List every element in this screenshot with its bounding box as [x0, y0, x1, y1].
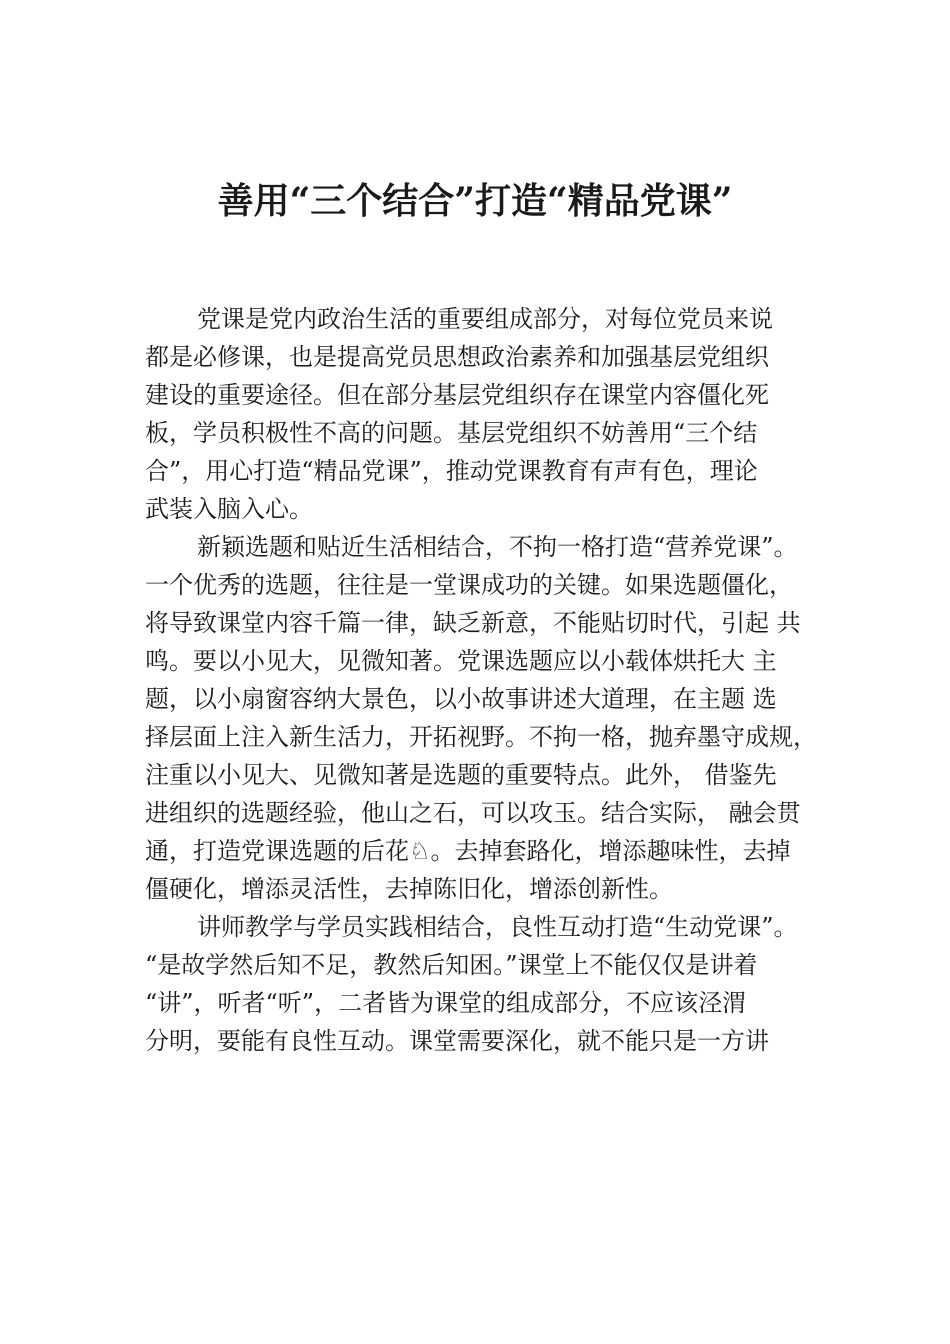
paragraph-3-line-2: “是故学然后知不足，教然后知困。”课堂上不能仅仅是讲着 [145, 951, 758, 979]
paragraph-2-line-9: 通，打造党课选题的后花♘。去掉套路化，增添趣味性，去掉 [145, 837, 791, 865]
paragraph-3-line-4: 分明，要能有良性互动。课堂需要深化，就不能只是一方讲 [145, 1027, 769, 1055]
paragraph-1-line-3: 建设的重要途径。但在部分基层党组织存在课堂内容僵化死 [145, 381, 769, 409]
document-title: 善用“三个结合”打造“精品党课” [217, 180, 733, 222]
paragraph-2-line-4: 鸣。要以小见大，见微知著。党课选题应以小载体烘托大 主 [145, 647, 777, 675]
paragraph-2-line-7: 注重以小见大、见微知著是选题的重要特点。此外， 借鉴先 [145, 761, 777, 789]
paragraph-1-line-4: 板，学员积极性不高的问题。基层党组织不妨善用“三个结 [145, 419, 758, 447]
paragraph-2-line-8: 进组织的选题经验，他山之石，可以攻玉。结合实际， 融会贯 [145, 799, 801, 827]
paragraph-3-line-1: 讲师教学与学员实践相结合，良性互动打造“生动党课”。 [197, 913, 798, 941]
paragraph-2-line-6: 择层面上注入新生活力，开拓视野。不拘一格，抛弃墨守成规， [145, 723, 817, 751]
paragraph-2-line-1: 新颖选题和贴近生活相结合，不拘一格打造“营养党课”。 [197, 533, 798, 561]
paragraph-1-line-6: 武装入脑入心。 [145, 495, 313, 523]
paragraph-2-line-10: 僵硬化，增添灵活性，去掉陈旧化，增添创新性。 [145, 875, 673, 903]
paragraph-1-line-5: 合”，用心打造“精品党课”，推动党课教育有声有色，理论 [145, 457, 758, 485]
paragraph-1-line-1: 党课是党内政治生活的重要组成部分，对每位党员来说 [197, 305, 773, 333]
paragraph-2-line-2: 一个优秀的选题，往往是一堂课成功的关键。如果选题僵化， [145, 571, 793, 599]
paragraph-3-line-3: “讲”，听者“听”，二者皆为课堂的组成部分，不应该泾渭 [145, 989, 747, 1017]
paragraph-2-line-5: 题，以小扇窗容纳大景色，以小故事讲述大道理，在主题 选 [145, 685, 777, 713]
paragraph-1-line-2: 都是必修课，也是提高党员思想政治素养和加强基层党组织 [145, 343, 769, 371]
paragraph-2-line-3: 将导致课堂内容千篇一律，缺乏新意，不能贴切时代，引起 共 [145, 609, 801, 637]
document-body [145, 300, 845, 1060]
